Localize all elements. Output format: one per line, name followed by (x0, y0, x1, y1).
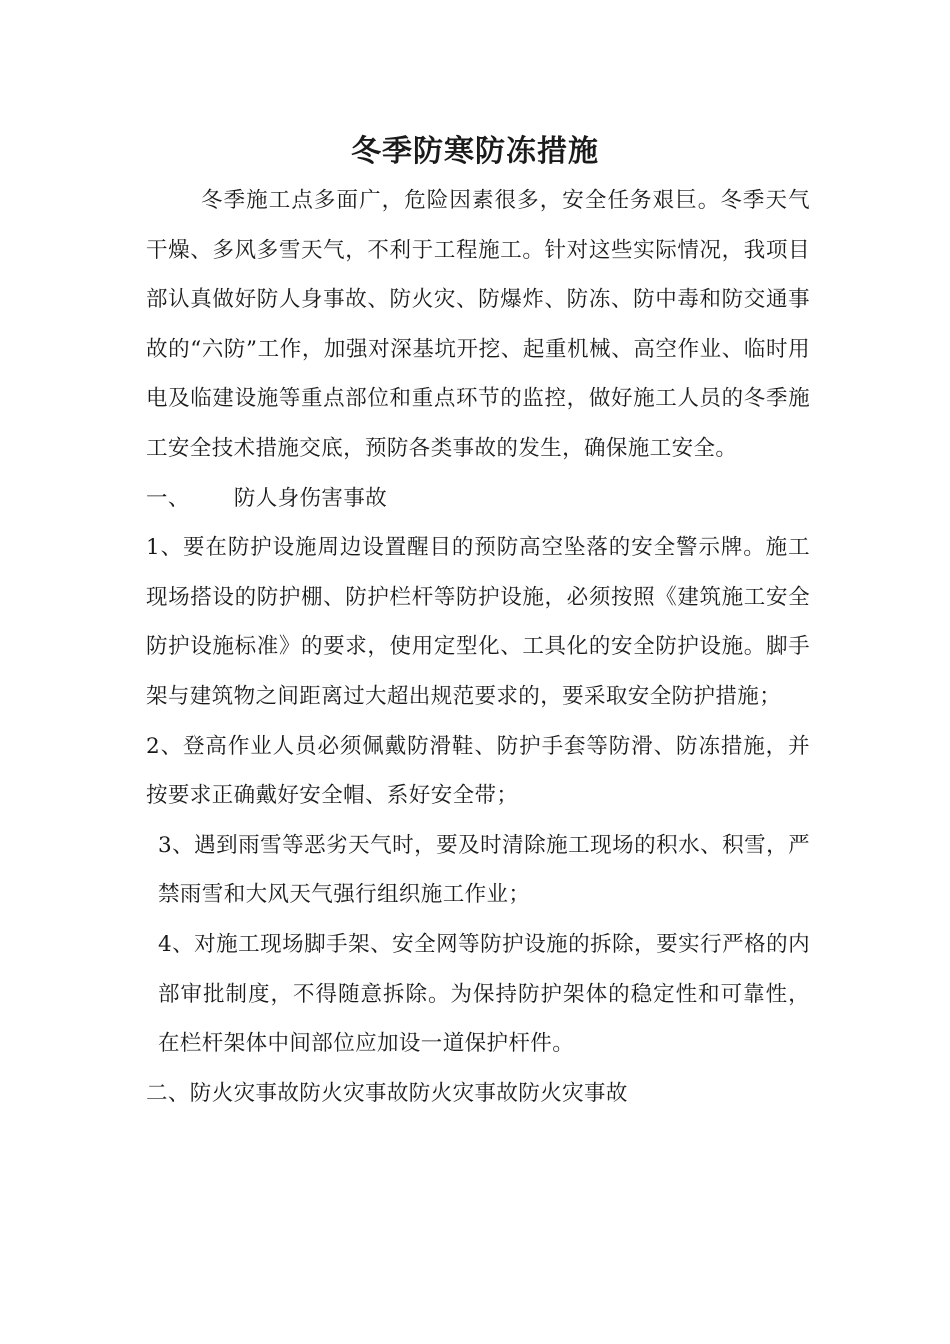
document-title: 冬季防寒防冻措施 (351, 134, 599, 169)
section-2-heading: 二、防火灾事故防火灾事故防火灾事故防火灾事故 (146, 1080, 628, 1106)
section-1-number: 一、 (146, 485, 190, 511)
section-1-heading (146, 474, 810, 524)
intro-paragraph: 冬季施工点多面广，危险因素很多，安全任务艰巨。冬季天气干燥、多风多雪天气，不利于工程施工。针对这些实际情况，我项目部认真做好防人身事故、防火灾、防爆炸、防冻、防中毒和防交通事故的“六防”工作，加强对深基坑开挖、起重机械、高空作业、临时用电及临建设施等重点部位和重点环节的监控，做好施工人员的冬季施工安全技术措施交底，预防各类事故的发生，确保施工安全。 (146, 188, 810, 461)
section-1-item-1: 1、要在防护设施周边设置醒目的预防高空坠落的安全警示牌。施工现场搭设的防护棚、防护栏杆等防护设施，必须按照《建筑施工安全防护设施标准》的要求，使用定型化、工具化的安全防护设施。脚手架与建筑物之间距离过大超出规范要求的，要采取安全防护措施； (146, 535, 810, 709)
section-1-item-2: 2、登高作业人员必须佩戴防滑鞋、防护手套等防滑、防冻措施，并按要求正确戴好安全帽、系好安全带； (146, 733, 810, 809)
section-1-item-4: 4、对施工现场脚手架、安全网等防护设施的拆除，要实行严格的内部审批制度，不得随意拆除。为保持防护架体的稳定性和可靠性，在栏杆架体中间部位应加设一道保护杆件。 (158, 931, 810, 1057)
section-1-item-3: 3、遇到雨雪等恶劣天气时，要及时清除施工现场的积水、积雪，严禁雨雪和大风天气强行组织施工作业； (158, 832, 810, 908)
document-body (146, 176, 810, 1118)
section-1-title: 防人身伤害事故 (233, 485, 388, 511)
